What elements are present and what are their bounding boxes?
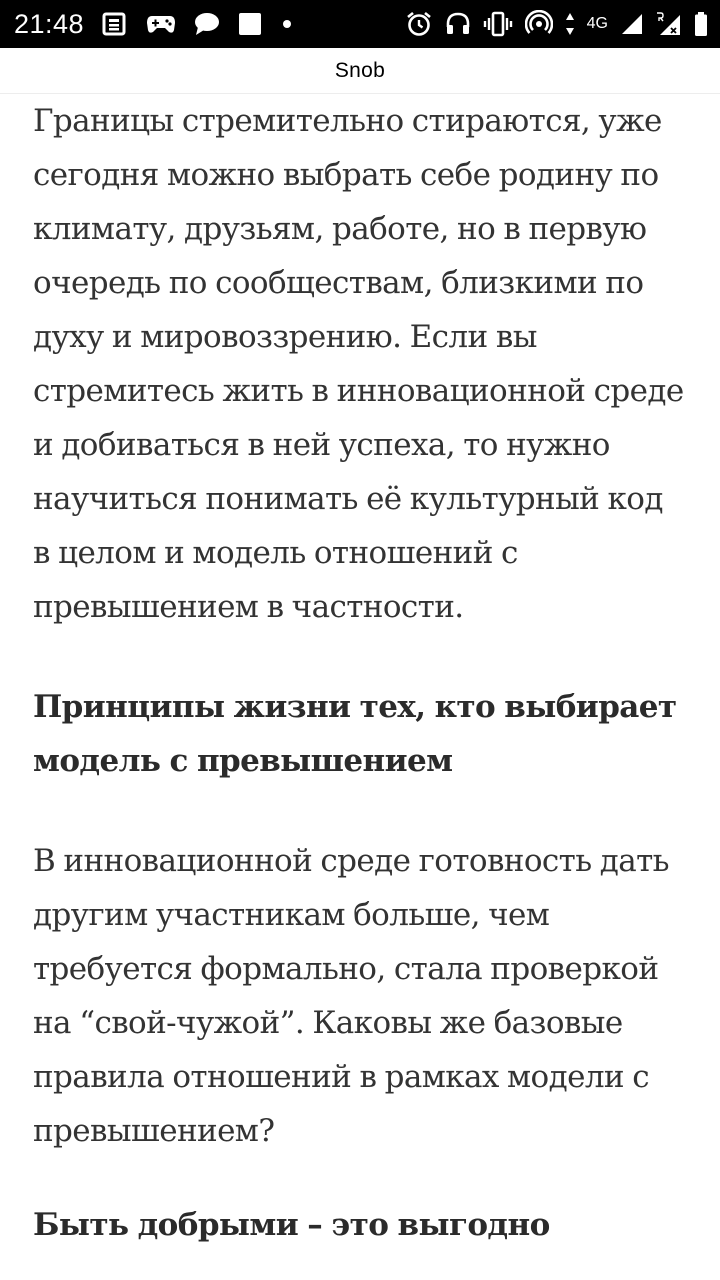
app-title: Snob	[334, 58, 386, 82]
article-paragraph: Границы стремительно стираются, уже сегодня можно выбрать себе родину по климату, друзьям, работе, но в первую очередь по сообществам, близкими по духу и мировоззрению. Если вы стремитесь жить в инновационной среде и добиваться в ней успеха, то нужно научиться понимать её культурный код в целом и модель отношений с превышением в частности.	[33, 103, 684, 625]
article-section-heading: Принципы жизни тех, кто выбирает модель с превышением	[33, 689, 677, 779]
status-bar	[0, 0, 720, 48]
status-time: 21:48	[14, 8, 85, 39]
article-body[interactable]	[33, 94, 687, 1252]
vibrate-icon	[483, 11, 513, 37]
network-type-label: 4G	[586, 15, 608, 32]
signal-icon	[620, 12, 644, 36]
article-section-heading-partial: Быть добрыми – это выгодно	[33, 1207, 550, 1243]
app-bar	[0, 48, 720, 94]
alarm-icon	[405, 10, 433, 38]
status-right-icons	[405, 0, 708, 48]
battery-icon	[694, 11, 708, 37]
news-icon	[102, 12, 128, 36]
chat-bubble-icon	[194, 12, 220, 36]
signal-roaming-icon	[656, 11, 682, 37]
data-arrows-icon	[565, 12, 575, 36]
headphones-icon	[445, 11, 471, 37]
dot-icon	[280, 17, 294, 31]
game-controller-icon	[146, 13, 176, 35]
status-left-icons	[102, 12, 294, 36]
hotspot-icon	[525, 10, 553, 38]
square-notification-icon	[238, 12, 262, 36]
article-paragraph: В инновационной среде готовность дать другим участникам больше, чем требуется формально, стала проверкой на “свой-чужой”. Каковы же базовые правила отношений в рамках модели с превышением?	[33, 843, 669, 1149]
